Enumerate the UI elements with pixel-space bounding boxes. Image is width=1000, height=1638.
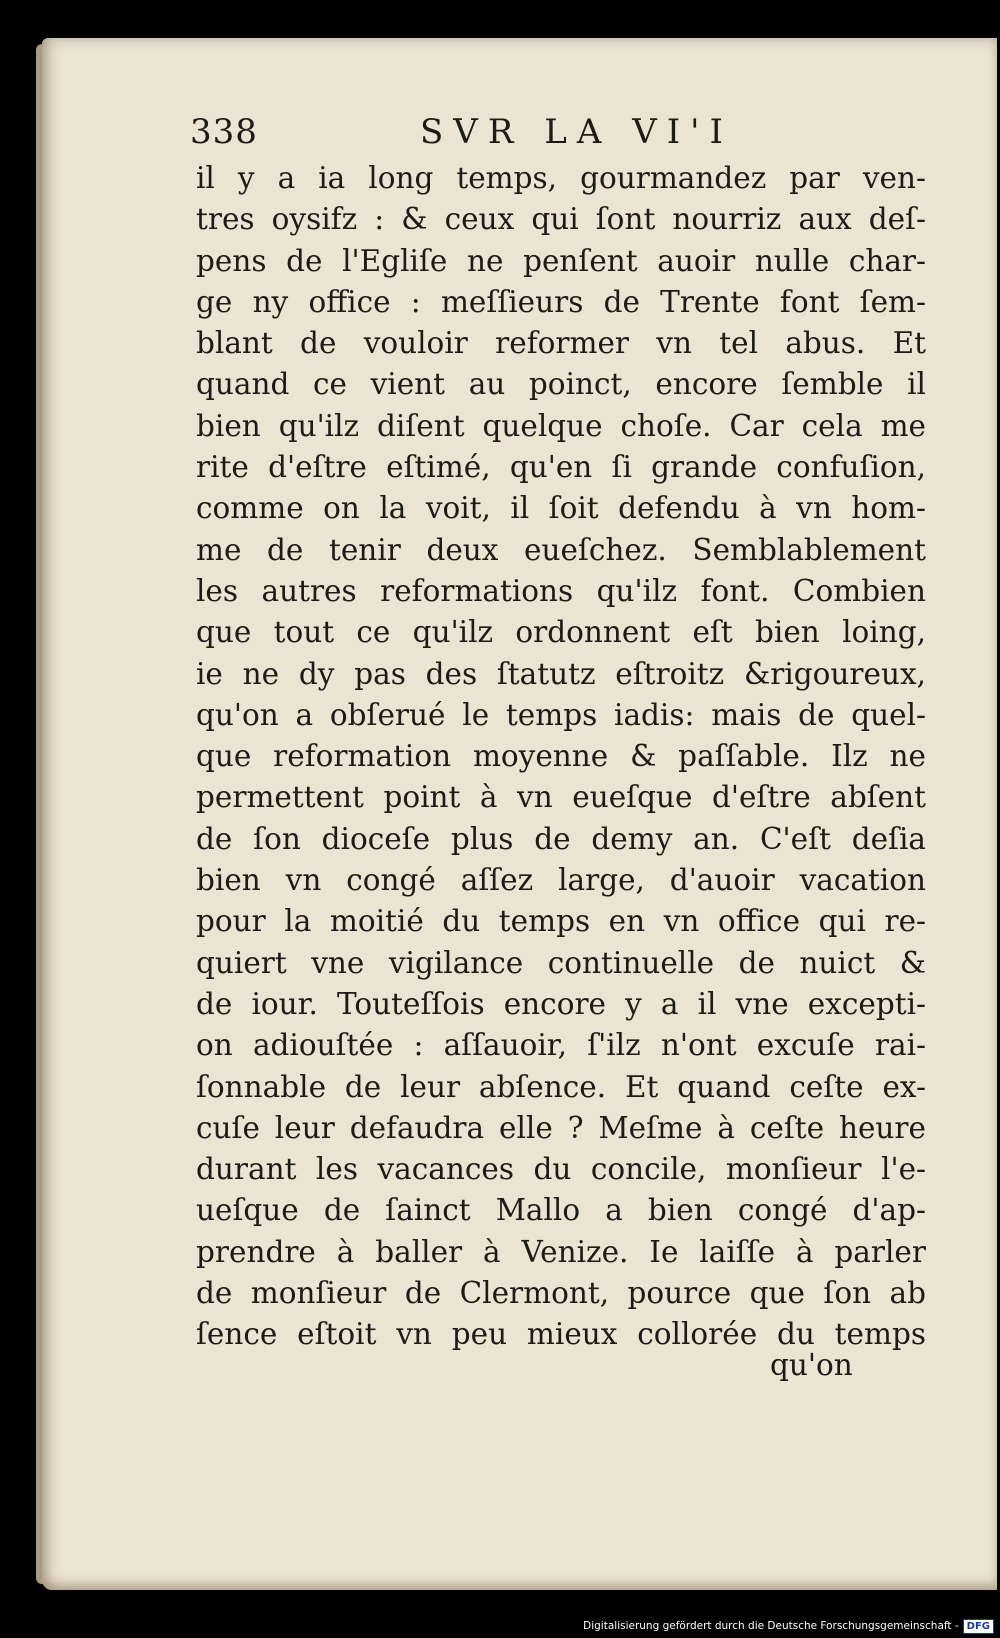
text-line: bien vn congé aſſez large, d'auoir vacation — [196, 863, 926, 898]
text-line: de ſon dioceſe plus de demy an. C'eſt deſia — [196, 821, 926, 856]
text-line: ſonnable de leur abſence. Et quand ceſte ex- — [196, 1069, 926, 1104]
page-header — [190, 112, 930, 156]
digitization-credit — [583, 1616, 994, 1636]
text-line: quiert vne vigilance continuelle de nuict & — [196, 945, 926, 980]
text-line: prendre à baller à Venize. Ie laiſſe à parler — [196, 1234, 926, 1269]
text-line: tres oysifz : & ceux qui ſont nourriz aux deſ- — [196, 202, 926, 237]
text-line: de iour. Touteſſois encore y a il vne excepti- — [196, 986, 926, 1021]
page-number: 338 — [190, 112, 258, 152]
text-line: ge ny office : meſſieurs de Trente font ſem- — [196, 284, 926, 319]
text-line: me de tenir deux eueſchez. Semblablement — [196, 532, 926, 567]
text-line: on adiouſtée : aſſauoir, ſ'ilz n'ont excuſe rai- — [196, 1028, 926, 1063]
text-line: ſence eſtoit vn peu mieux collorée du temps — [196, 1317, 926, 1352]
text-line: pour la moitié du temps en vn office qui re- — [196, 904, 926, 939]
text-line: blant de vouloir reformer vn tel abus. Et — [196, 326, 926, 361]
text-line: ueſque de ſainct Mallo a bien congé d'ap- — [196, 1193, 926, 1228]
text-line: pens de l'Egliſe ne penſent auoir nulle char- — [196, 243, 926, 278]
text-line: de monſieur de Clermont, pource que ſon ab — [196, 1276, 926, 1311]
text-line: que reformation moyenne & paſſable. Ilz ne — [196, 739, 926, 774]
running-head: SVR LA VI'I — [420, 112, 733, 152]
text-line: les autres reformations qu'ilz font. Combien — [196, 573, 926, 608]
credit-text: Digitalisierung gefördert durch die Deutsche Forschungsgemeinschaft - — [583, 1620, 959, 1632]
catchword: qu'on — [770, 1348, 853, 1382]
text-line: rite d'eſtre eſtimé, qu'en ſi grande confuſion, — [196, 450, 926, 485]
text-line: comme on la voit, il ſoit defendu à vn hom- — [196, 491, 926, 526]
text-line: que tout ce qu'ilz ordonnent eſt bien loing, — [196, 615, 926, 650]
text-line: cuſe leur defaudra elle ? Meſme à ceſte heure — [196, 1110, 926, 1145]
text-line: ie ne dy pas des ſtatutz eſtroitz &rigoureux, — [196, 656, 926, 691]
text-line: bien qu'ilz diſent quelque choſe. Car cela me — [196, 408, 926, 443]
text-line: il y a ia long temps, gourmandez par ven- — [196, 161, 926, 195]
text-line: qu'on a obſerué le temps iadis: mais de quel- — [196, 697, 926, 732]
body-text — [196, 158, 926, 1356]
text-line: quand ce vient au poinct, encore ſemble il — [196, 367, 926, 402]
dfg-logo: DFG — [963, 1619, 994, 1634]
text-line: permettent point à vn eueſque d'eſtre abſent — [196, 780, 926, 815]
text-line: durant les vacances du concile, monſieur l'e- — [196, 1152, 926, 1187]
